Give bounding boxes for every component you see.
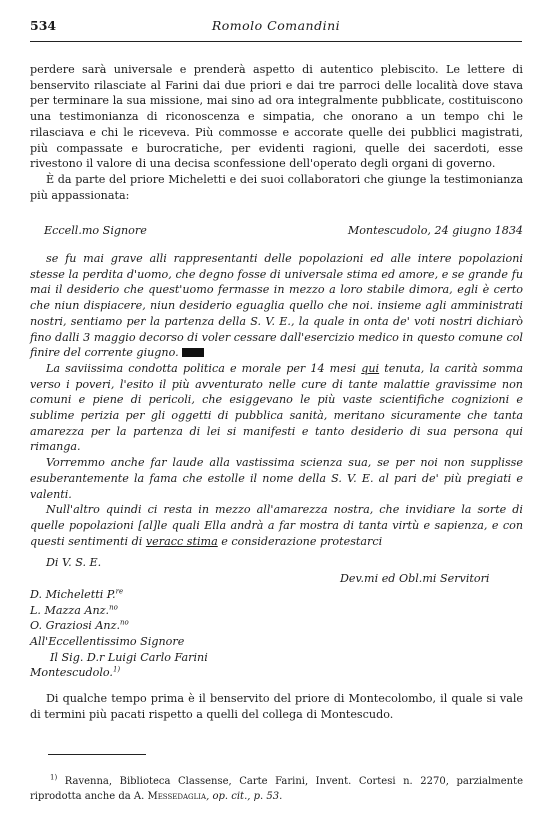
letter-closing: Di V. S. E. [46,556,102,570]
paragraph: Di qualche tempo prima è il benservito del priore di Montecolombo, il quale si vale di termini più pacati rispetto a quelli del collega di Montescudo. [30,692,523,721]
letter-paragraph: Vorremmo anche far laude alla vastissima scienza sua, se per noi non supplisse esuberantemente la fama che estolle il nome della S. V. E. al pari de' più pregiati e valenti. [30,456,523,501]
footnote: $^{1)}$ Ravenna, Biblioteca Classense, Carte Farini, Invent. Cortesi n. 2270, parzialmente riprodotta anche da A. Messedaglia, op. cit., p. 53. [30,773,523,802]
footnote-marker: 1) [50,773,58,782]
paragraph: perdere sarà universale e prenderà aspetto di autentico plebiscito. Le lettere di benservito rilasciate al Farini dai due priori e dai tre parroci delle località dove stava per terminare la sua missione, mai sino ad ora integralmente pubblicate, costituiscono una testimonianza di riconoscenza e simpatia, che onorano a un tempo chi le rilasciava e chi le riceveva. Più commosse e accorate quelle dei pubblici magistrati, più compassate e burocratiche, per evidenti ragioni, quelle dei sacerdoti, esse rivestono il valore di una decisa sconfessione dell'operato degli organi di governo. [30,63,523,171]
page-header [30,18,522,38]
running-head: Romolo Comandini [211,18,341,33]
footnote-ref: 1) [112,665,121,674]
paragraph: È da parte del priore Micheletti e dei suoi collaboratori che giunge la testimonianza più appassionata: [30,172,523,202]
signature: L. Mazza Anz.$^{no}$ [30,602,118,617]
letter-paragraph: La saviissima condotta politica e morale per 14 mesi qui tenuta, la carità somma verso i poveri, l'esito il più avventurato nelle cure di tante malattie gravissime non comuni e piene di pericoli, che esiggevano le più vaste scientifiche cognizioni e sublime perizia per gli oggetti di pubblica sanità, meritano sicuramente che tanta amarezza per la partenza di lei si manifesti e tanto desiderio di sua persona qui rimanga. [30,361,523,454]
letter-addressee-name: Il Sig. D.r Luigi Carlo Farini [50,650,208,664]
letter-heading [30,223,523,239]
signature: D. Micheletti P.$^{re}$ [30,587,124,601]
header-rule [30,41,522,42]
letter-servants: Dev.mi ed Obl.mi Servitori [340,572,490,586]
letter-salutation: Eccell.mo Signore [44,224,147,238]
page-number: 534 [30,18,57,33]
letter-paragraph: se fu mai grave alli rappresentanti delle popolazioni ed alle intere popolazioni stesse la perdita d'uomo, che degno fosse di universale stima ed amore, e se grande fu mai il desiderio che quest'uomo fermasse in mezzo a loro stabile dimora, egli è certo che niun dispiacere, niun desiderio eguaglia quello che noi. insieme agli amministrati nostri, sentiamo per la partenza della S. V. E., la quale in onta de' voti nostri dichiarò fino dalli 3 maggio decorso di voler cessare dall'esercizio medico in questo comune col finire del corrente giugno. [30,252,523,360]
letter-place-date: Montescudolo, 24 giugno 1834 [347,224,523,238]
footnote-author: Messedaglia [147,791,207,802]
underlined-word: qui [361,361,380,375]
letter-addressee: All'Eccellentissimo Signore [30,634,185,648]
footnote-rule [48,754,146,755]
letter-place: Montescudolo.$^{1)}$ [30,665,121,680]
main-text [30,62,523,722]
letter-paragraph: Null'altro quindi ci resta in mezzo all'amarezza nostra, che invidiare la sorte di quelle popolazioni [al]le quali Ella andrà a far mostra di tanta virtù e sapienza, e con questi sentimenti di veracc stima e considerazione protestarci [30,503,523,548]
ink-blot [182,348,204,357]
underlined-words: veracc stima [145,534,218,548]
signature: O. Graziosi Anz.$^{no}$ [30,618,129,633]
